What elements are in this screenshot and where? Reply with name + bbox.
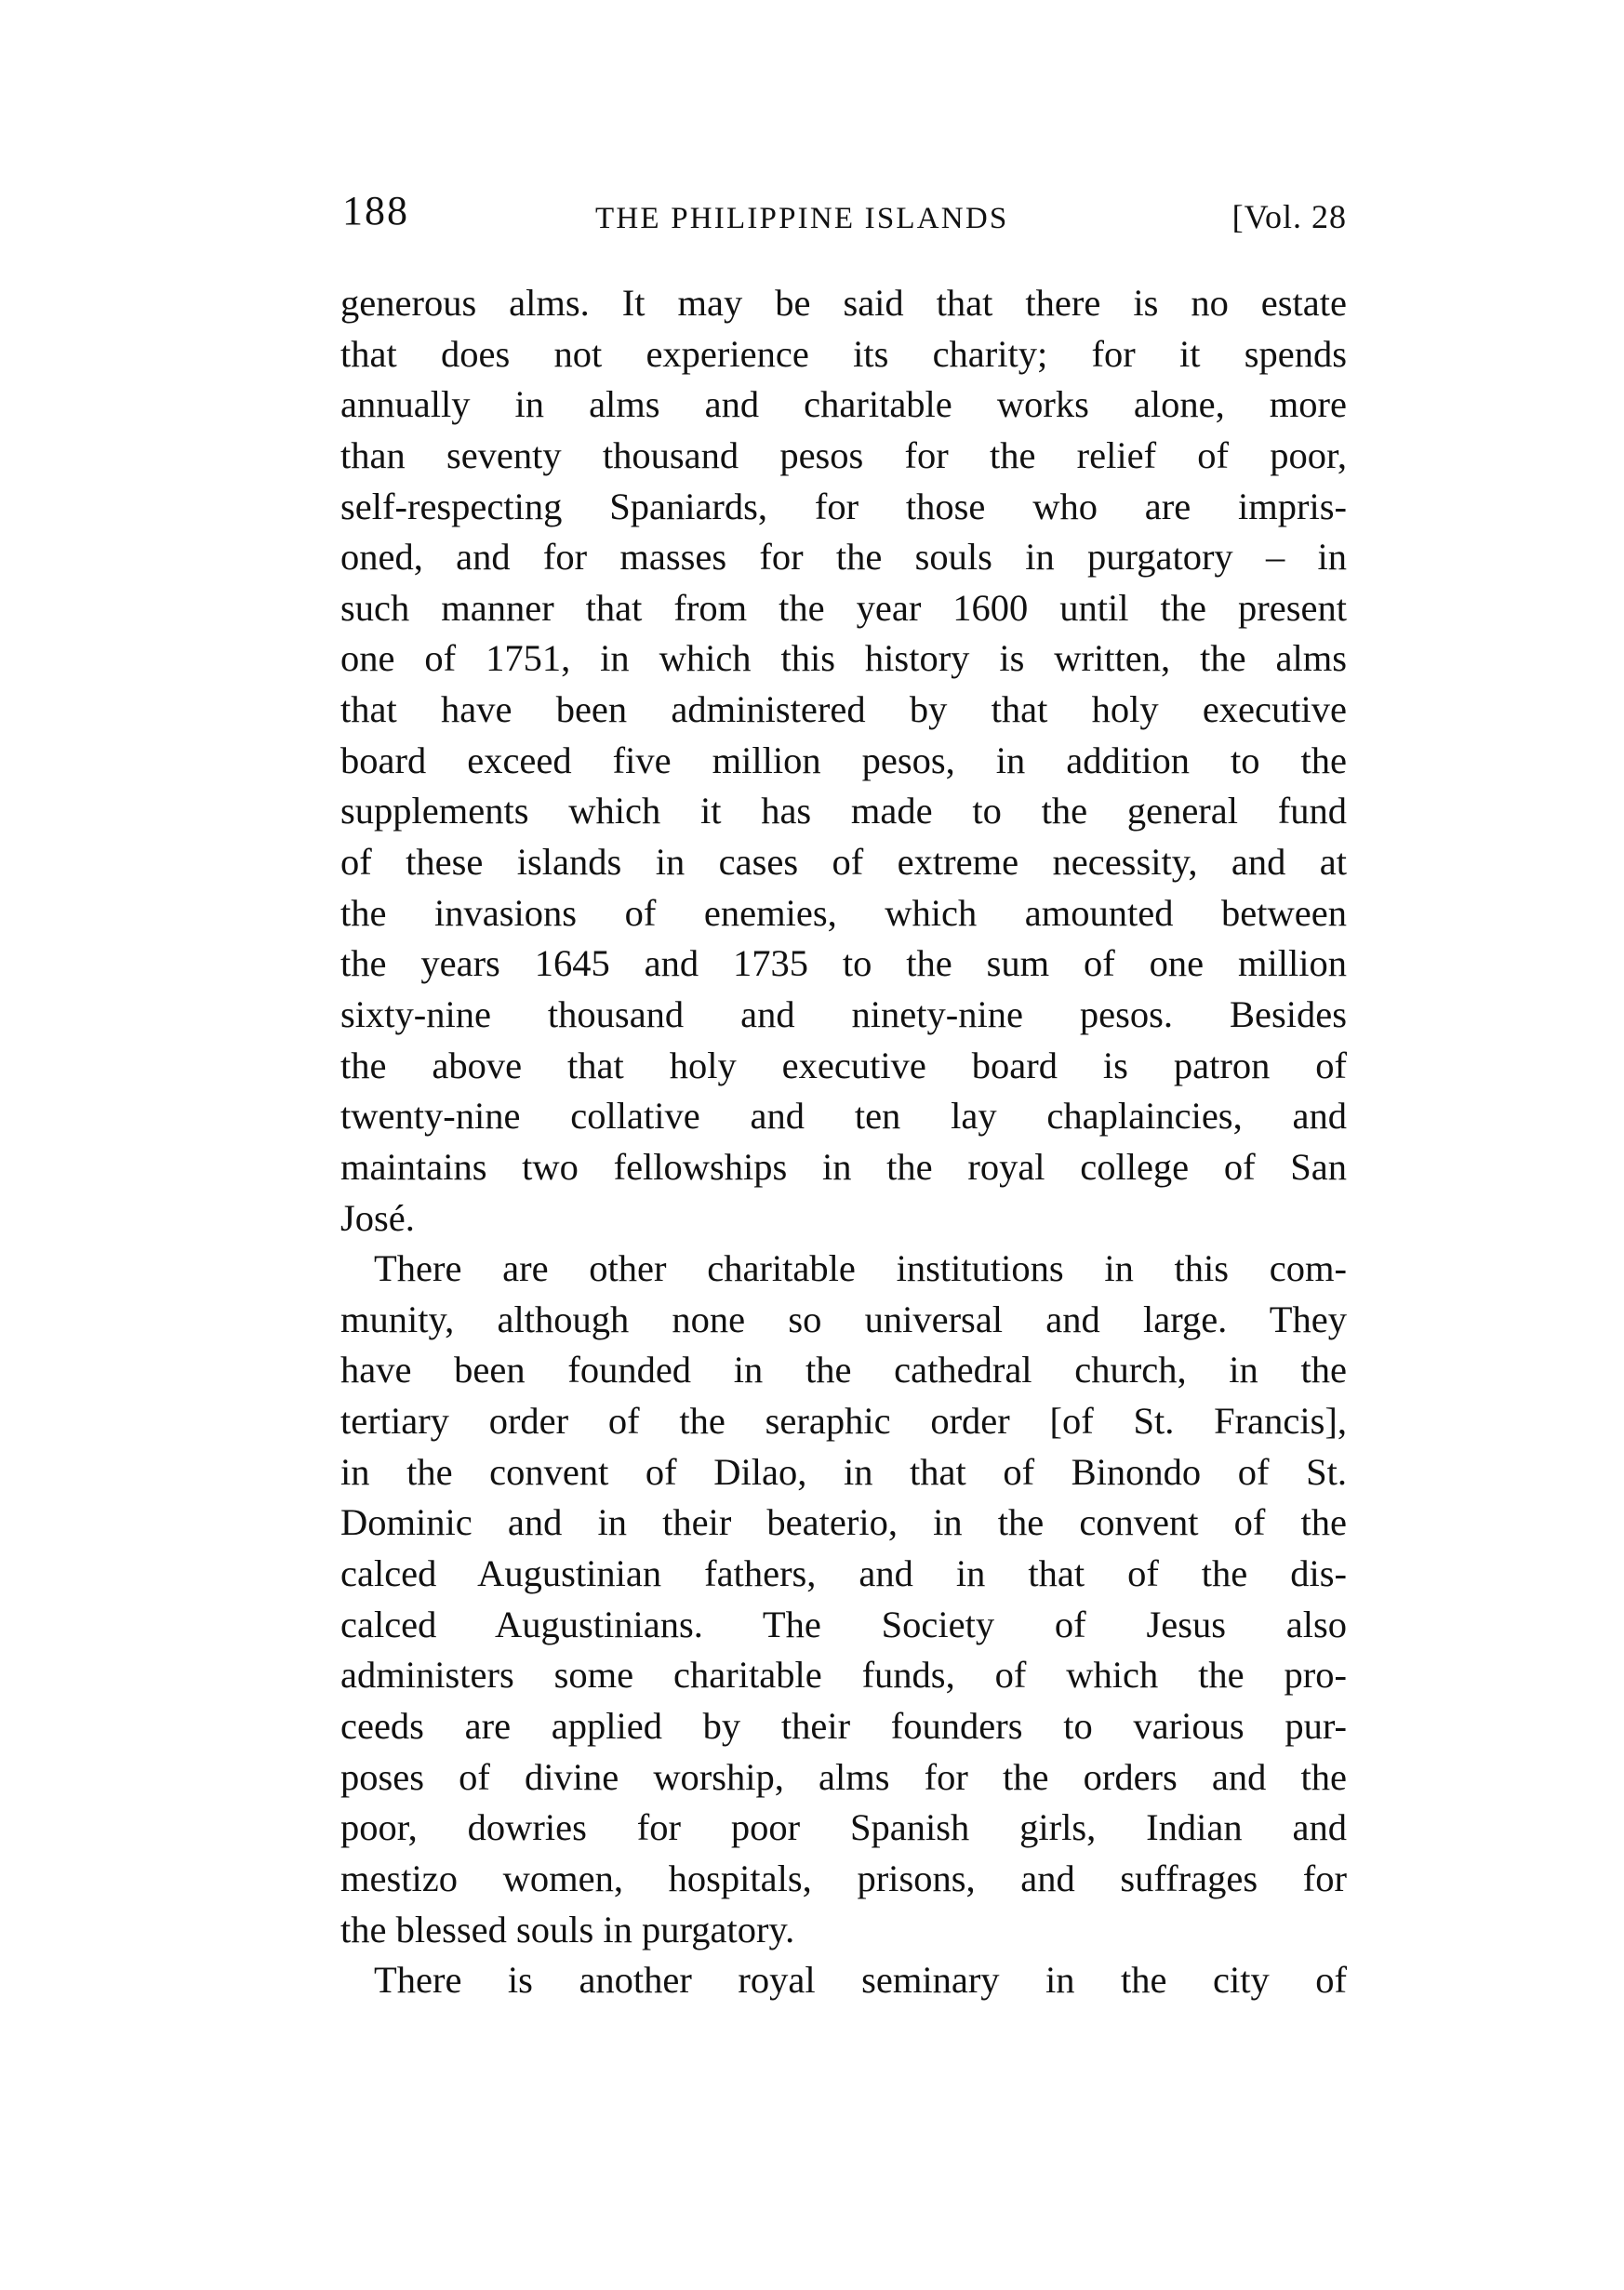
running-title: THE PHILIPPINE ISLANDS <box>595 202 1009 235</box>
book-page <box>340 0 1347 2290</box>
text-line: tertiary order of the seraphic order [of St. Francis], <box>340 1400 1347 1443</box>
body-text <box>340 278 1347 2006</box>
text-line: generous alms. It may be said that there is no estate <box>340 282 1347 324</box>
text-line: There is another royal seminary in the city of <box>374 1959 1347 2002</box>
text-line: maintains two fellowships in the royal college of San <box>340 1145 1347 1188</box>
paragraph <box>340 1955 1347 2006</box>
text-line: José. <box>340 1196 415 1239</box>
text-line: supplements which it has made to the general fund <box>340 790 1347 832</box>
text-line: that have been administered by that holy executive <box>340 688 1347 731</box>
text-line: the invasions of enemies, which amounted between <box>340 891 1347 934</box>
text-line: annually in alms and charitable works alone, more <box>340 383 1347 426</box>
text-line: of these islands in cases of extreme necessity, and at <box>340 841 1347 884</box>
volume-label: [Vol. 28 <box>1231 198 1347 235</box>
text-line: such manner that from the year 1600 until the present <box>340 586 1347 629</box>
text-line: oned, and for masses for the souls in purgatory – in <box>340 536 1347 579</box>
text-line: the blessed souls in purgatory. <box>340 1908 795 1950</box>
text-line: administers some charitable funds, of which the pro- <box>340 1654 1347 1697</box>
text-line: that does not experience its charity; for it spends <box>340 332 1347 375</box>
text-line: Dominic and in their beaterio, in the convent of the <box>340 1501 1347 1544</box>
running-head <box>340 188 1347 240</box>
text-line: There are other charitable institutions in this com- <box>374 1247 1347 1290</box>
text-line: calced Augustinian fathers, and in that of the dis- <box>340 1552 1347 1595</box>
page-number: 188 <box>342 188 409 233</box>
text-line: poses of divine worship, alms for the orders and the <box>340 1755 1347 1798</box>
text-line: mestizo women, hospitals, prisons, and suffrages for <box>340 1857 1347 1899</box>
text-line: ceeds are applied by their founders to various pur- <box>340 1704 1347 1747</box>
paragraph <box>340 1244 1347 1955</box>
paragraph <box>340 278 1347 1244</box>
text-line: twenty-nine collative and ten lay chaplaincies, and <box>340 1095 1347 1138</box>
text-line: munity, although none so universal and large. They <box>340 1298 1347 1340</box>
text-line: one of 1751, in which this history is written, the alms <box>340 637 1347 680</box>
text-line: self-respecting Spaniards, for those who are impris- <box>340 485 1347 527</box>
text-line: have been founded in the cathedral church, in the <box>340 1349 1347 1391</box>
text-line: the years 1645 and 1735 to the sum of one million <box>340 942 1347 985</box>
text-line: board exceed five million pesos, in addition to the <box>340 739 1347 781</box>
text-line: calced Augustinians. The Society of Jesus also <box>340 1603 1347 1645</box>
text-line: the above that holy executive board is patron of <box>340 1044 1347 1086</box>
text-line: poor, dowries for poor Spanish girls, Indian and <box>340 1806 1347 1849</box>
text-line: than seventy thousand pesos for the relief of poor, <box>340 433 1347 476</box>
text-line: sixty-nine thousand and ninety-nine pesos. Besides <box>340 992 1347 1035</box>
text-line: in the convent of Dilao, in that of Binondo of St. <box>340 1450 1347 1493</box>
